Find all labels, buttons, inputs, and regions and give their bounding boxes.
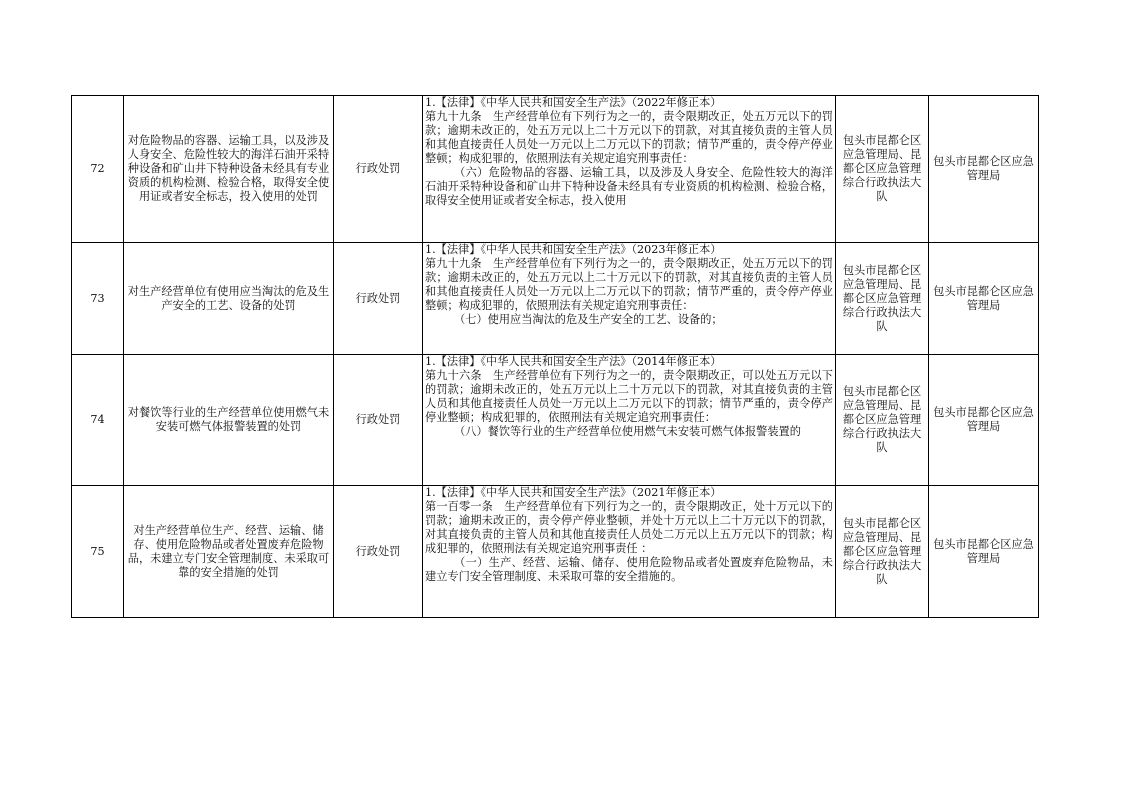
basis-item: （一）生产、经营、运输、储存、使用危险物品或者处置废弃危险物品，未建立专门安全管理制度、未采取可靠的安全措施的。	[425, 556, 833, 583]
item-type: 行政处罚	[334, 243, 423, 355]
item-name: 对生产经营单位有使用应当淘汰的危及生产安全的工艺、设备的处罚	[124, 243, 334, 355]
legal-basis	[423, 96, 836, 243]
legal-basis	[423, 486, 836, 618]
item-name: 对餐饮等行业的生产经营单位使用燃气未安装可燃气体报警装置的处罚	[124, 355, 334, 486]
basis-title: 1.【法律】《中华人民共和国安全生产法》（2014年修正本）	[425, 355, 722, 368]
executing-agency: 包头市昆都仑区应急管理局、昆都仑区应急管理综合行政执法大队	[836, 486, 929, 618]
basis-body: 第一百零一条 生产经营单位有下列行为之一的，责令限期改正，处十万元以下的罚款；逾期未改正的，责令停产停业整顿，并处十万元以上二十万元以下的罚款，对其直接负责的主管人员和其他直接责任人员处二万元以上五万元以下的罚款；构成犯罪的，依照刑法有关规定追究刑事责任 ：	[425, 500, 833, 555]
basis-item: （七）使用应当淘汰的危及生产安全的工艺、设备的；	[454, 313, 723, 326]
basis-item: （六）危险物品的容器、运输工具，以及涉及人身安全、危险性较大的海洋石油开采特种设备和矿山井下特种设备未经具有专业资质的机构检测、检验合格，取得安全使用证或者安全标志，投入使用	[425, 166, 833, 207]
legal-basis	[423, 243, 836, 355]
executing-agency: 包头市昆都仑区应急管理局、昆都仑区应急管理综合行政执法大队	[836, 96, 929, 243]
table-row	[72, 355, 1039, 486]
item-number: 75	[72, 486, 124, 618]
item-type: 行政处罚	[334, 355, 423, 486]
item-number: 72	[72, 96, 124, 243]
responsible-department: 包头市昆都仑区应急管理局	[929, 243, 1039, 355]
basis-title: 1.【法律】《中华人民共和国安全生产法》（2021年修正本）	[425, 486, 722, 499]
table-row	[72, 486, 1039, 618]
power-list-table	[71, 95, 1039, 618]
item-number: 73	[72, 243, 124, 355]
basis-body: 第九十九条 生产经营单位有下列行为之一的，责令限期改正，处五万元以下的罚款；逾期未改正的，处五万元以上二十万元以下的罚款，对其直接负责的主管人员和其他直接责任人员处一万元以上二万元以下的罚款；情节严重的，责令停产停业整顿；构成犯罪的，依照刑法有关规定追究刑事责任：	[425, 110, 833, 165]
item-name: 对危险物品的容器、运输工具，以及涉及人身安全、危险性较大的海洋石油开采特种设备和矿山井下特种设备未经具有专业资质的机构检测、检验合格，取得安全使用证或者安全标志，投入使用的处罚	[124, 96, 334, 243]
table-row	[72, 243, 1039, 355]
responsible-department: 包头市昆都仑区应急管理局	[929, 355, 1039, 486]
item-type: 行政处罚	[334, 96, 423, 243]
executing-agency: 包头市昆都仑区应急管理局、昆都仑区应急管理综合行政执法大队	[836, 243, 929, 355]
table-row	[72, 96, 1039, 243]
basis-title: 1.【法律】《中华人民共和国安全生产法》（2023年修正本）	[425, 243, 722, 256]
responsible-department: 包头市昆都仑区应急管理局	[929, 96, 1039, 243]
basis-title: 1.【法律】《中华人民共和国安全生产法》（2022年修正本）	[425, 96, 722, 109]
legal-basis	[423, 355, 836, 486]
item-name: 对生产经营单位生产、经营、运输、储存、使用危险物品或者处置废弃危险物品，未建立专门安全管理制度、未采取可靠的安全措施的处罚	[124, 486, 334, 618]
item-type: 行政处罚	[334, 486, 423, 618]
basis-item: （八）餐饮等行业的生产经营单位使用燃气未安装可燃气体报警装置的	[454, 425, 801, 438]
basis-body: 第九十九条 生产经营单位有下列行为之一的，责令限期改正，处五万元以下的罚款；逾期未改正的，处五万元以上二十万元以下的罚款，对其直接负责的主管人员和其他直接责任人员处一万元以上二万元以下的罚款；情节严重的，责令停产停业整顿；构成犯罪的，依照刑法有关规定追究刑事责任：	[425, 257, 833, 312]
item-number: 74	[72, 355, 124, 486]
executing-agency: 包头市昆都仑区应急管理局、昆都仑区应急管理综合行政执法大队	[836, 355, 929, 486]
basis-body: 第九十六条 生产经营单位有下列行为之一的，责令限期改正，可以处五万元以下的罚款；逾期未改正的，处五万元以上二十万元以下的罚款，对其直接负责的主管人员和其他直接责任人员处一万元以上二万元以下的罚款；情节严重的，责令停产停业整顿；构成犯罪的，依照刑法有关规定追究刑事责任：	[425, 369, 833, 424]
responsible-department: 包头市昆都仑区应急管理局	[929, 486, 1039, 618]
